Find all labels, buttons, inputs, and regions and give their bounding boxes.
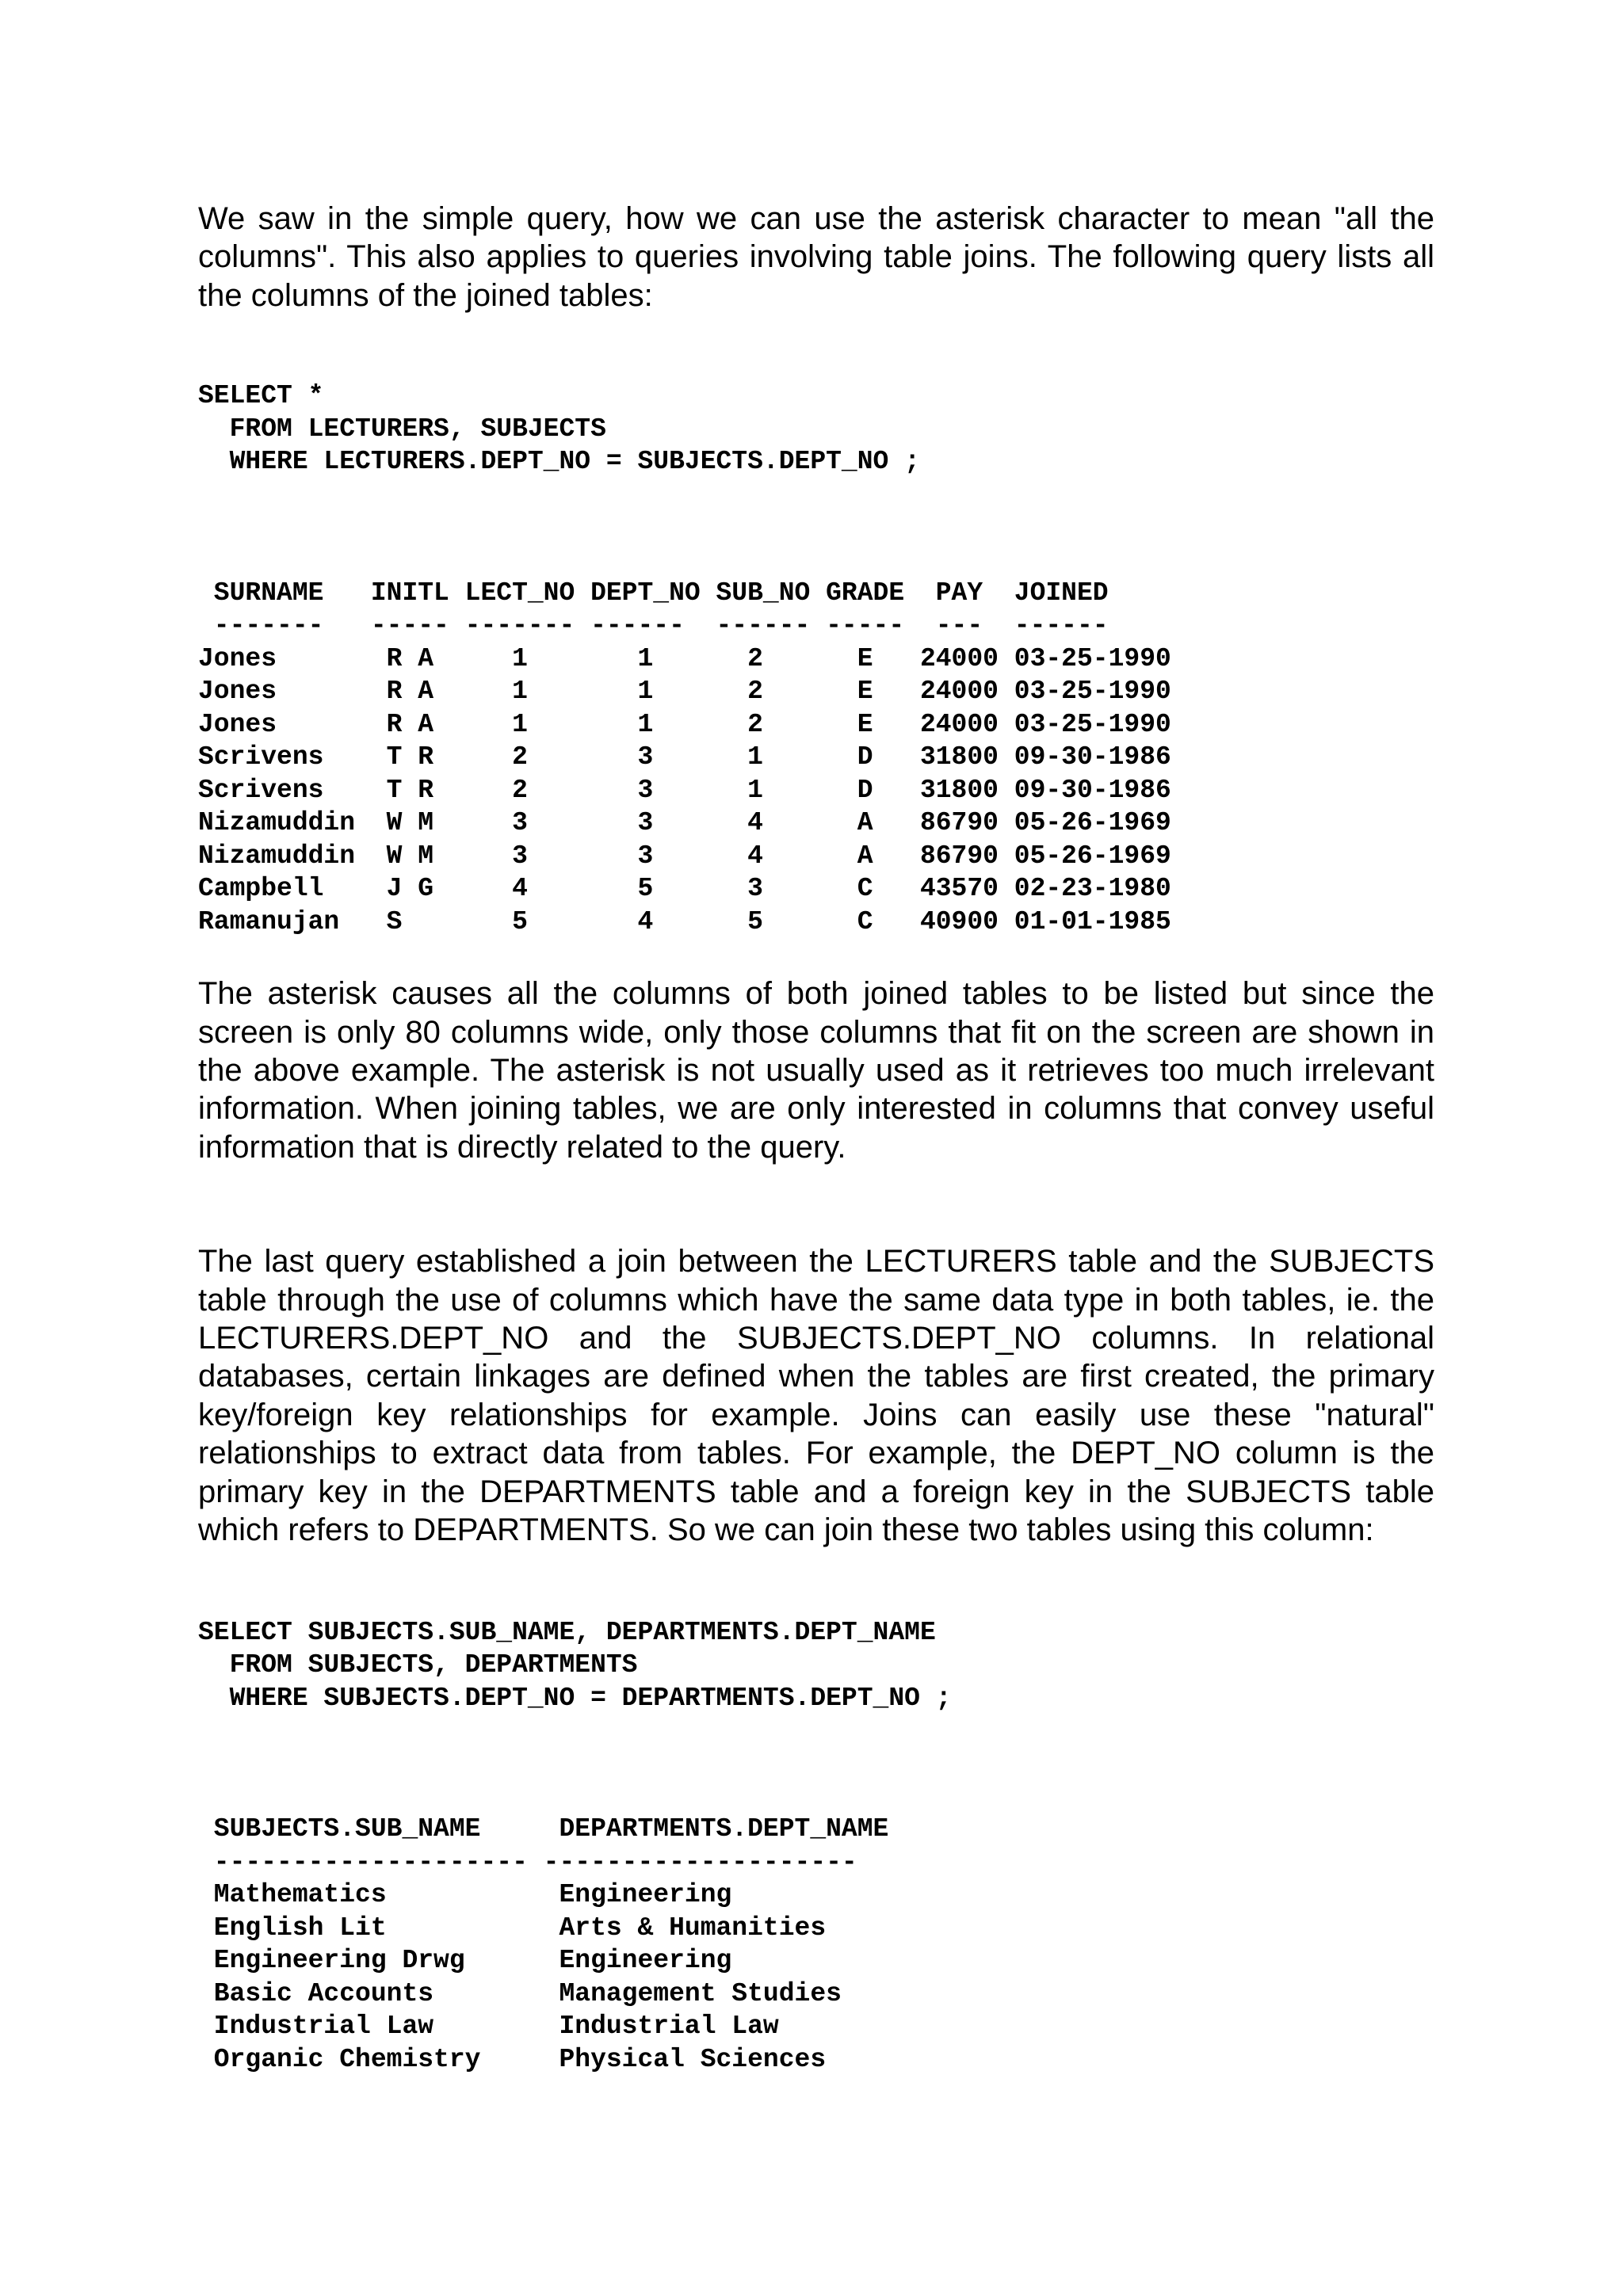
document-page [198, 200, 1434, 2076]
lecturers-subjects-result-table: SURNAME INITL LECT_NO DEPT_NO SUB_NO GRADE PAY JOINED ------- ----- ------- ------ ------ ----- --- ------ Jones R A 1 1 2 E 24000 03-25-1990 Jones R A 1 1 2 E 24000 03-25-1990 Jones R A 1 1 2 E 24000 03-25-1990 Scrivens T R 2 3 1 D 31800 09-30-1986 Scrivens T R 2 3 1 D 31800 09-30-1986 Nizamuddin W M 3 3 4 A 86790 05-26-1969 Nizamuddin W M 3 3 4 A 86790 05-26-1969 Campbell J G 4 5 3 C 43570 02-23-1980 Ramanujan S 5 4 5 C 40900 01-01-1985 [198, 578, 1171, 936]
asterisk-explanation-paragraph: The asterisk causes all the columns of both joined tables to be listed but since the screen is only 80 columns wide, only those columns that fit on the screen are shown in the above example. The asterisk is not usually used as it retrieves too much irrelevant information. When joining tables, we are only interested in columns that convey useful information that is directly related to the query. [198, 976, 1434, 1165]
subjects-departments-query: SELECT SUBJECTS.SUB_NAME, DEPARTMENTS.DEPT_NAME FROM SUBJECTS, DEPARTMENTS WHERE SUBJECTS.DEPT_NO = DEPARTMENTS.DEPT_NO ; [198, 1617, 952, 1713]
natural-join-paragraph: The last query established a join between the LECTURERS table and the SUBJECTS table through the use of columns which have the same data type in both tables, ie. the LECTURERS.DEPT_NO and the SUBJECTS.DEPT_NO columns. In relational databases, certain linkages are defined when the tables are first created, the primary key/foreign key relationships for example. Joins can easily use these "natural" relationships to extract data from tables. For example, the DEPT_NO column is the primary key in the DEPARTMENTS table and a foreign key in the SUBJECTS table which refers to DEPARTMENTS. So we can join these two tables using this column: [198, 1244, 1434, 1548]
select-all-query: SELECT * FROM LECTURERS, SUBJECTS WHERE LECTURERS.DEPT_NO = SUBJECTS.DEPT_NO ; [198, 381, 920, 477]
subjects-departments-result-table: SUBJECTS.SUB_NAME DEPARTMENTS.DEPT_NAME -------------------- -------------------- Mathematics Engineering English Lit Arts & Humanities Engineering Drwg Engineering Basic Accounts Management Studies Industrial Law Industrial Law Organic Chemistry Physical Sciences [213, 1814, 889, 2074]
intro-paragraph: We saw in the simple query, how we can use the asterisk character to mean "all the columns". This also applies to queries involving table joins. The following query lists all the columns of the joined tables: [198, 201, 1434, 313]
